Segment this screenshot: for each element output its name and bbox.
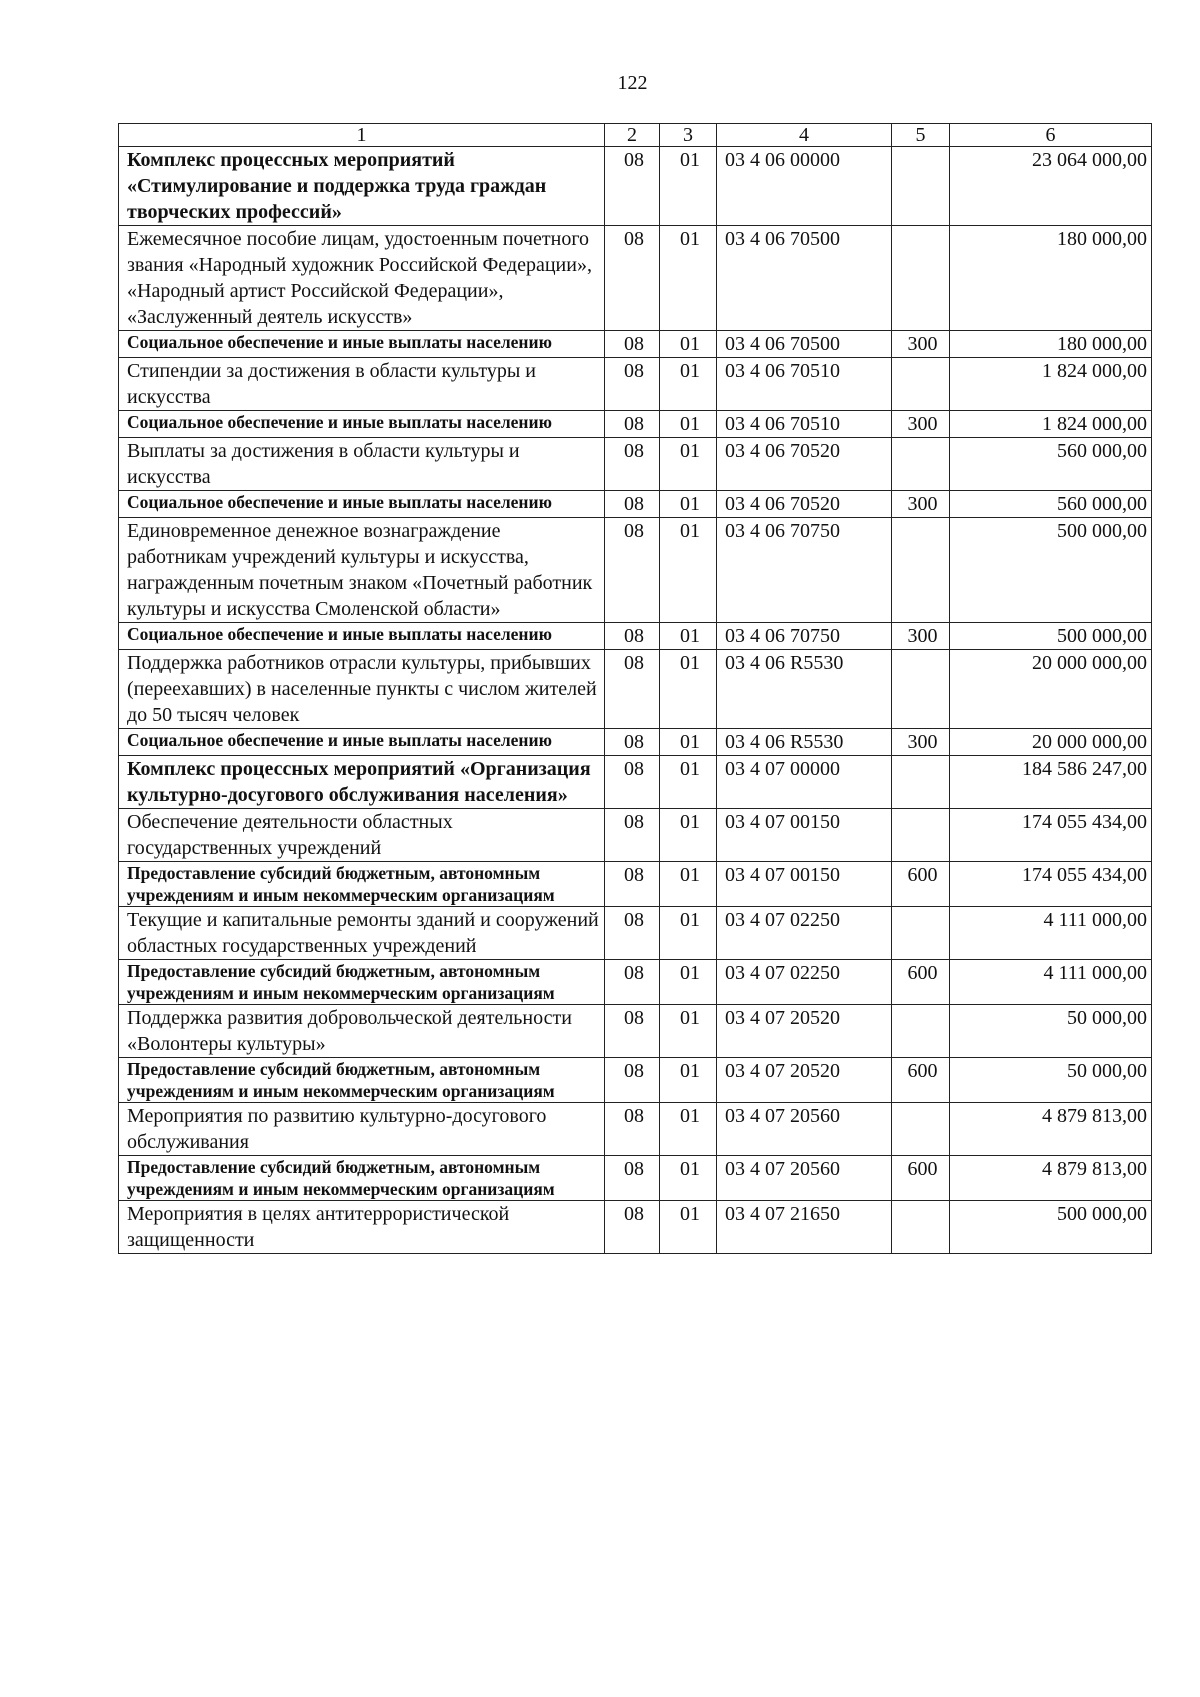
table-row (119, 331, 1152, 358)
row-amount-cell: 500 000,00 (950, 518, 1152, 623)
row-expense-type-cell: 300 (892, 411, 950, 438)
table-row (119, 1058, 1152, 1103)
row-section-cell: 08 (605, 1058, 660, 1103)
row-target-code-cell: 03 4 07 02250 (717, 907, 892, 960)
row-amount-cell: 560 000,00 (950, 491, 1152, 518)
row-section-cell: 08 (605, 1156, 660, 1201)
row-target-code-cell: 03 4 06 70510 (717, 411, 892, 438)
table-row (119, 623, 1152, 650)
row-section-cell: 08 (605, 1005, 660, 1058)
row-section-cell: 08 (605, 623, 660, 650)
row-name-cell: Предоставление субсидий бюджетным, автономным учреждениям и иным некоммерческим организациям (119, 960, 605, 1005)
row-amount-cell: 4 879 813,00 (950, 1156, 1152, 1201)
row-section-cell: 08 (605, 907, 660, 960)
header-row (119, 124, 1152, 147)
row-amount-cell: 180 000,00 (950, 226, 1152, 331)
row-name-cell: Комплекс процессных мероприятий «Организация культурно-досугового обслуживания населения» (119, 756, 605, 809)
row-expense-type-cell: 600 (892, 862, 950, 907)
row-expense-type-cell (892, 756, 950, 809)
row-target-code-cell: 03 4 07 00150 (717, 809, 892, 862)
row-name-cell: Социальное обеспечение и иные выплаты населению (119, 623, 605, 650)
table-row (119, 438, 1152, 491)
table-row (119, 862, 1152, 907)
row-section-cell: 08 (605, 729, 660, 756)
row-name-cell: Мероприятия по развитию культурно-досугового обслуживания (119, 1103, 605, 1156)
row-name-cell: Предоставление субсидий бюджетным, автономным учреждениям и иным некоммерческим организациям (119, 1058, 605, 1103)
row-expense-type-cell (892, 1005, 950, 1058)
row-target-code-cell: 03 4 06 70500 (717, 226, 892, 331)
row-expense-type-cell (892, 907, 950, 960)
row-target-code-cell: 03 4 06 R5530 (717, 650, 892, 729)
row-subsection-cell: 01 (660, 1201, 717, 1254)
table-row (119, 809, 1152, 862)
row-amount-cell: 500 000,00 (950, 623, 1152, 650)
row-amount-cell: 50 000,00 (950, 1005, 1152, 1058)
row-expense-type-cell: 300 (892, 331, 950, 358)
row-target-code-cell: 03 4 07 20520 (717, 1058, 892, 1103)
row-name-cell: Социальное обеспечение и иные выплаты населению (119, 491, 605, 518)
header-col-2: 2 (605, 124, 660, 147)
row-target-code-cell: 03 4 07 02250 (717, 960, 892, 1005)
row-subsection-cell: 01 (660, 331, 717, 358)
row-amount-cell: 4 879 813,00 (950, 1103, 1152, 1156)
header-col-5: 5 (892, 124, 950, 147)
row-expense-type-cell (892, 650, 950, 729)
page-number: 122 (617, 72, 648, 94)
row-section-cell: 08 (605, 1201, 660, 1254)
row-amount-cell: 4 111 000,00 (950, 960, 1152, 1005)
table-row (119, 907, 1152, 960)
table-row (119, 147, 1152, 226)
row-name-cell: Комплекс процессных мероприятий «Стимулирование и поддержка труда граждан творческих профессий» (119, 147, 605, 226)
row-target-code-cell: 03 4 07 20520 (717, 1005, 892, 1058)
row-section-cell: 08 (605, 1103, 660, 1156)
row-name-cell: Социальное обеспечение и иные выплаты населению (119, 331, 605, 358)
row-target-code-cell: 03 4 06 R5530 (717, 729, 892, 756)
row-expense-type-cell (892, 438, 950, 491)
row-target-code-cell: 03 4 07 00150 (717, 862, 892, 907)
row-subsection-cell: 01 (660, 1058, 717, 1103)
row-target-code-cell: 03 4 06 70520 (717, 438, 892, 491)
row-amount-cell: 174 055 434,00 (950, 809, 1152, 862)
row-name-cell: Обеспечение деятельности областных государственных учреждений (119, 809, 605, 862)
row-amount-cell: 20 000 000,00 (950, 729, 1152, 756)
row-section-cell: 08 (605, 147, 660, 226)
row-amount-cell: 500 000,00 (950, 1201, 1152, 1254)
row-name-cell: Единовременное денежное вознаграждение работникам учреждений культуры и искусства, награжденным почетным знаком «Почетный работник культуры и искусства Смоленской области» (119, 518, 605, 623)
row-subsection-cell: 01 (660, 960, 717, 1005)
row-expense-type-cell: 600 (892, 1058, 950, 1103)
table-row (119, 756, 1152, 809)
row-name-cell: Поддержка развития добровольческой деятельности «Волонтеры культуры» (119, 1005, 605, 1058)
row-expense-type-cell (892, 809, 950, 862)
row-section-cell: 08 (605, 358, 660, 411)
row-section-cell: 08 (605, 491, 660, 518)
row-section-cell: 08 (605, 331, 660, 358)
row-expense-type-cell (892, 518, 950, 623)
row-subsection-cell: 01 (660, 438, 717, 491)
row-subsection-cell: 01 (660, 518, 717, 623)
row-expense-type-cell (892, 358, 950, 411)
header-col-3: 3 (660, 124, 717, 147)
row-amount-cell: 560 000,00 (950, 438, 1152, 491)
row-name-cell: Предоставление субсидий бюджетным, автономным учреждениям и иным некоммерческим организациям (119, 862, 605, 907)
row-expense-type-cell (892, 226, 950, 331)
header-col-4: 4 (717, 124, 892, 147)
row-amount-cell: 23 064 000,00 (950, 147, 1152, 226)
row-name-cell: Стипендии за достижения в области культуры и искусства (119, 358, 605, 411)
row-section-cell: 08 (605, 650, 660, 729)
row-amount-cell: 1 824 000,00 (950, 358, 1152, 411)
row-target-code-cell: 03 4 06 70750 (717, 518, 892, 623)
header-col-6: 6 (950, 124, 1152, 147)
table-row (119, 518, 1152, 623)
row-subsection-cell: 01 (660, 1103, 717, 1156)
row-amount-cell: 50 000,00 (950, 1058, 1152, 1103)
row-name-cell: Социальное обеспечение и иные выплаты населению (119, 411, 605, 438)
row-target-code-cell: 03 4 06 70520 (717, 491, 892, 518)
row-subsection-cell: 01 (660, 650, 717, 729)
table-row (119, 1103, 1152, 1156)
row-amount-cell: 4 111 000,00 (950, 907, 1152, 960)
row-name-cell: Текущие и капитальные ремонты зданий и сооружений областных государственных учреждений (119, 907, 605, 960)
row-target-code-cell: 03 4 06 00000 (717, 147, 892, 226)
table-row (119, 1156, 1152, 1201)
row-subsection-cell: 01 (660, 756, 717, 809)
row-target-code-cell: 03 4 06 70500 (717, 331, 892, 358)
row-target-code-cell: 03 4 06 70510 (717, 358, 892, 411)
row-target-code-cell: 03 4 07 00000 (717, 756, 892, 809)
row-section-cell: 08 (605, 518, 660, 623)
table-row (119, 226, 1152, 331)
row-expense-type-cell: 300 (892, 623, 950, 650)
row-subsection-cell: 01 (660, 809, 717, 862)
row-subsection-cell: 01 (660, 1005, 717, 1058)
table-body (119, 147, 1152, 1254)
row-expense-type-cell: 600 (892, 1156, 950, 1201)
table-row (119, 491, 1152, 518)
row-target-code-cell: 03 4 07 20560 (717, 1156, 892, 1201)
row-amount-cell: 1 824 000,00 (950, 411, 1152, 438)
row-name-cell: Поддержка работников отрасли культуры, прибывших (переехавших) в населенные пункты с числом жителей до 50 тысяч человек (119, 650, 605, 729)
row-subsection-cell: 01 (660, 491, 717, 518)
row-target-code-cell: 03 4 07 20560 (717, 1103, 892, 1156)
row-section-cell: 08 (605, 960, 660, 1005)
row-subsection-cell: 01 (660, 411, 717, 438)
row-subsection-cell: 01 (660, 907, 717, 960)
row-subsection-cell: 01 (660, 147, 717, 226)
row-name-cell: Выплаты за достижения в области культуры и искусства (119, 438, 605, 491)
row-amount-cell: 20 000 000,00 (950, 650, 1152, 729)
row-expense-type-cell (892, 1103, 950, 1156)
table-row (119, 1005, 1152, 1058)
table-row (119, 960, 1152, 1005)
row-amount-cell: 174 055 434,00 (950, 862, 1152, 907)
table-row (119, 650, 1152, 729)
row-amount-cell: 184 586 247,00 (950, 756, 1152, 809)
row-expense-type-cell: 300 (892, 729, 950, 756)
budget-table (118, 123, 1152, 1254)
row-section-cell: 08 (605, 862, 660, 907)
table-row (119, 411, 1152, 438)
row-name-cell: Социальное обеспечение и иные выплаты населению (119, 729, 605, 756)
row-subsection-cell: 01 (660, 623, 717, 650)
row-subsection-cell: 01 (660, 1156, 717, 1201)
row-name-cell: Предоставление субсидий бюджетным, автономным учреждениям и иным некоммерческим организациям (119, 1156, 605, 1201)
row-subsection-cell: 01 (660, 358, 717, 411)
row-expense-type-cell (892, 1201, 950, 1254)
row-amount-cell: 180 000,00 (950, 331, 1152, 358)
row-expense-type-cell: 600 (892, 960, 950, 1005)
header-col-1: 1 (119, 124, 605, 147)
row-subsection-cell: 01 (660, 862, 717, 907)
row-section-cell: 08 (605, 756, 660, 809)
row-subsection-cell: 01 (660, 226, 717, 331)
row-section-cell: 08 (605, 411, 660, 438)
table-row (119, 1201, 1152, 1254)
row-expense-type-cell (892, 147, 950, 226)
row-name-cell: Мероприятия в целях антитеррористической защищенности (119, 1201, 605, 1254)
row-section-cell: 08 (605, 809, 660, 862)
row-expense-type-cell: 300 (892, 491, 950, 518)
table-row (119, 729, 1152, 756)
row-target-code-cell: 03 4 06 70750 (717, 623, 892, 650)
row-subsection-cell: 01 (660, 729, 717, 756)
row-section-cell: 08 (605, 438, 660, 491)
row-section-cell: 08 (605, 226, 660, 331)
row-name-cell: Ежемесячное пособие лицам, удостоенным почетного звания «Народный художник Российской Федерации», «Народный артист Российской Федерации», «Заслуженный деятель искусств» (119, 226, 605, 331)
row-target-code-cell: 03 4 07 21650 (717, 1201, 892, 1254)
table-row (119, 358, 1152, 411)
